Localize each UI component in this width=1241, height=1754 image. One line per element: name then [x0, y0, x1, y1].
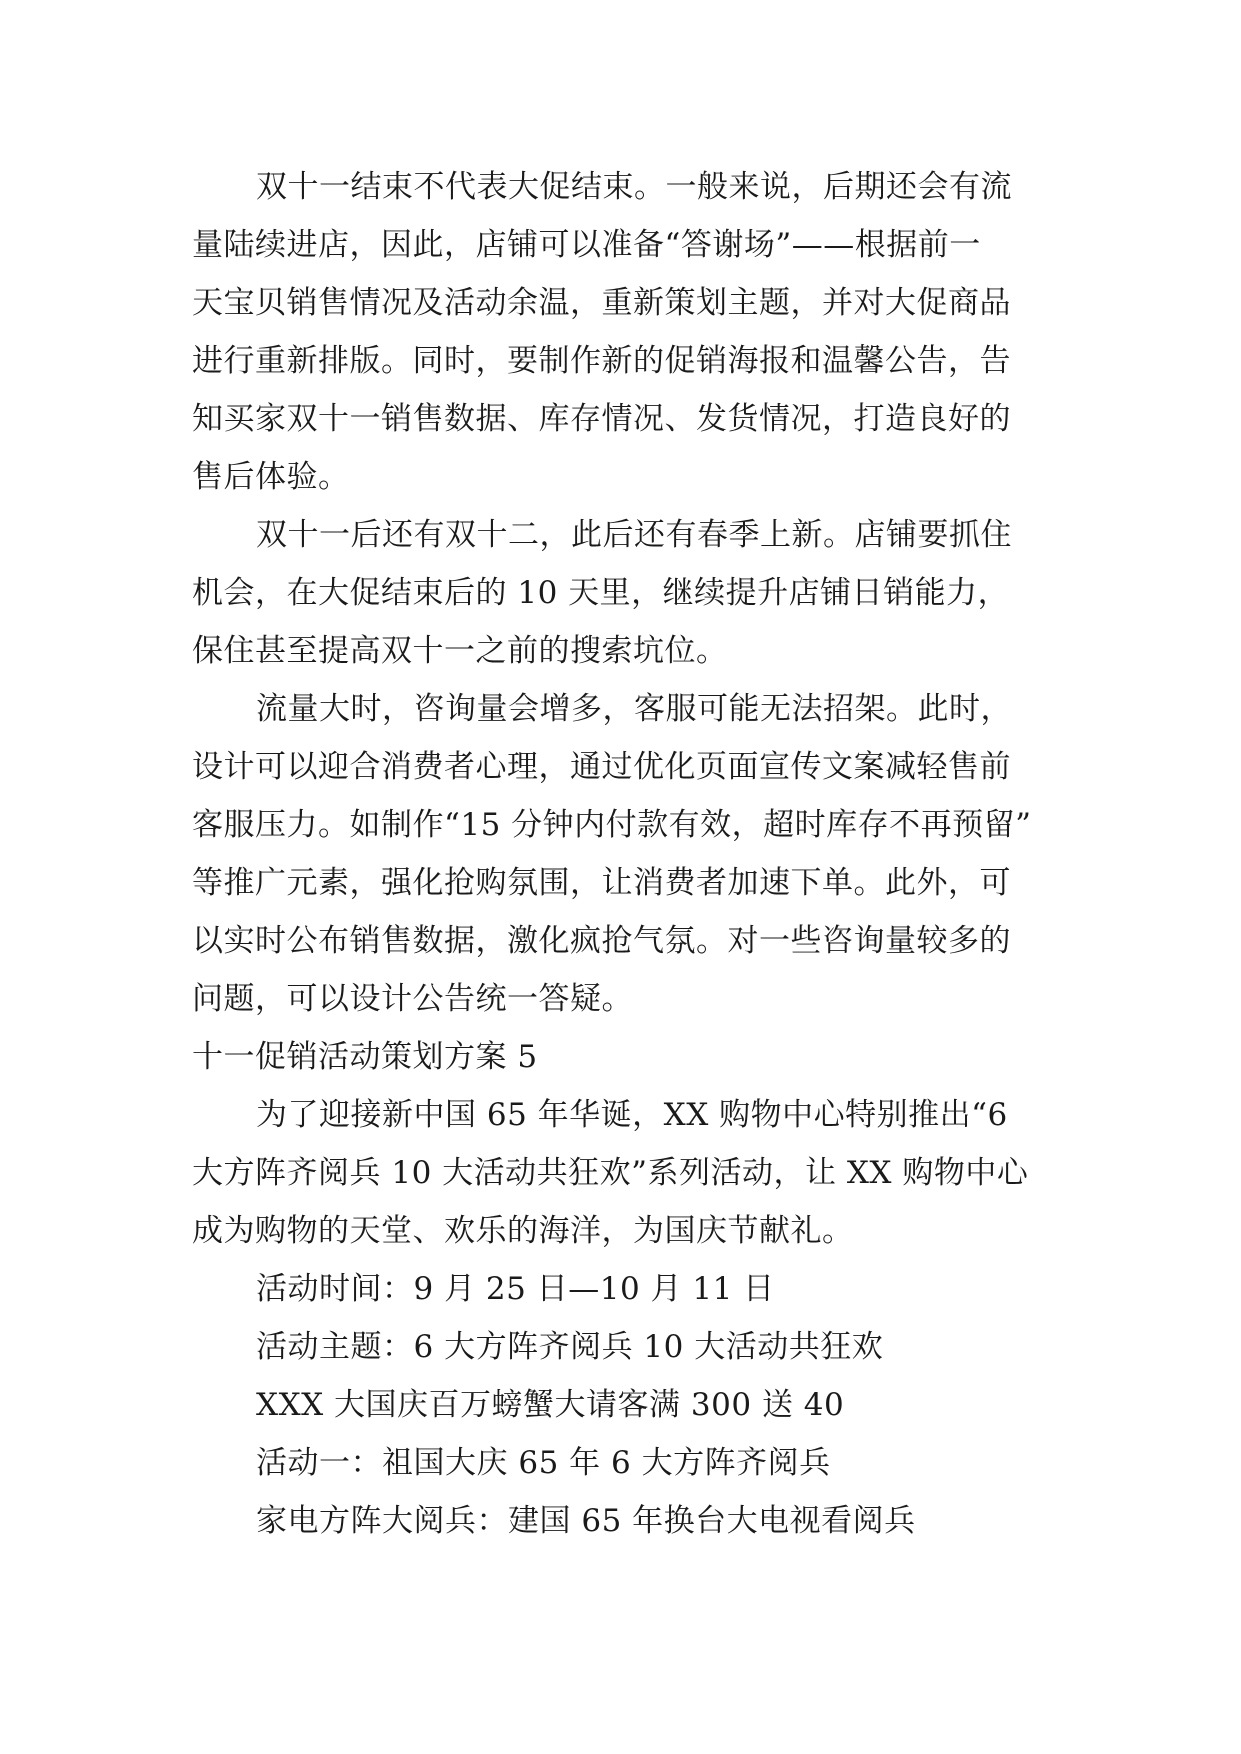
text-line: 天宝贝销售情况及活动余温，重新策划主题，并对大促商品	[192, 285, 1011, 321]
text-line: 量陆续进店，因此，店铺可以准备“答谢场”——根据前一	[192, 227, 981, 263]
text-line: 活动主题：6 大方阵齐阅兵 10 大活动共狂欢	[256, 1329, 884, 1365]
section-heading: 十一促销活动策划方案 5	[192, 1039, 538, 1075]
text-line: 活动时间：9 月 25 日—10 月 11 日	[256, 1271, 775, 1307]
text-line: 成为购物的天堂、欢乐的海洋，为国庆节献礼。	[192, 1213, 854, 1249]
text-line: 大方阵齐阅兵 10 大活动共狂欢”系列活动，让 XX 购物中心	[192, 1155, 1029, 1191]
text-line: 客服压力。如制作“15 分钟内付款有效，超时库存不再预留”	[192, 807, 1032, 843]
text-line: 活动一：祖国大庆 65 年 6 大方阵齐阅兵	[256, 1445, 831, 1481]
text-line: 知买家双十一销售数据、库存情况、发货情况，打造良好的	[192, 401, 1011, 437]
text-line: 双十一结束不代表大促结束。一般来说，后期还会有流	[256, 169, 1012, 205]
document-body	[192, 158, 1062, 1550]
text-line: 家电方阵大阅兵：建国 65 年换台大电视看阅兵	[256, 1503, 916, 1539]
text-line: 等推广元素，强化抢购氛围，让消费者加速下单。此外，可	[192, 865, 1011, 901]
text-line: 机会，在大促结束后的 10 天里，继续提升店铺日销能力，	[192, 575, 1010, 611]
text-line: 流量大时，咨询量会增多，客服可能无法招架。此时，	[256, 691, 1012, 727]
text-line: 保住甚至提高双十一之前的搜索坑位。	[192, 633, 728, 669]
text-line: 为了迎接新中国 65 年华诞，XX 购物中心特别推出“6	[256, 1097, 1008, 1133]
text-line: 以实时公布销售数据，激化疯抢气氛。对一些咨询量较多的	[192, 923, 1011, 959]
text-line: XXX 大国庆百万螃蟹大请客满 300 送 40	[256, 1387, 845, 1423]
text-line: 售后体验。	[192, 459, 350, 495]
text-line: 进行重新排版。同时，要制作新的促销海报和温馨公告，告	[192, 343, 1011, 379]
text-line: 双十一后还有双十二，此后还有春季上新。店铺要抓住	[256, 517, 1012, 553]
text-line: 设计可以迎合消费者心理，通过优化页面宣传文案减轻售前	[192, 749, 1011, 785]
text-line: 问题，可以设计公告统一答疑。	[192, 981, 633, 1017]
